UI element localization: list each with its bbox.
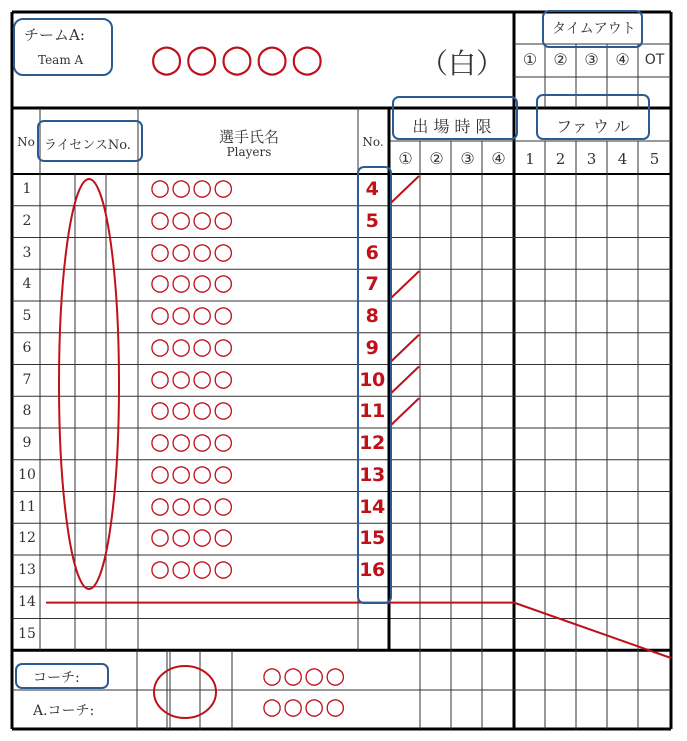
timeout-period-1: ① bbox=[522, 50, 538, 69]
player-name: ○○○○ bbox=[150, 365, 235, 392]
player-name: ○○○○ bbox=[150, 270, 235, 297]
row-number: 8 bbox=[22, 403, 32, 420]
foul-2: 2 bbox=[555, 150, 566, 168]
highlight-timeout bbox=[542, 10, 643, 48]
foul-4: 4 bbox=[617, 150, 628, 168]
coach-license-oval bbox=[154, 666, 216, 718]
jersey-number: 10 bbox=[359, 368, 385, 391]
player-name: ○○○○ bbox=[150, 492, 235, 519]
jersey-number: 9 bbox=[365, 336, 379, 359]
row-number: 14 bbox=[18, 593, 36, 610]
team-color: （白） bbox=[420, 47, 505, 80]
row-number: 3 bbox=[22, 244, 32, 261]
player-name: ○○○○ bbox=[150, 524, 235, 551]
timeout-period-ot: OT bbox=[644, 52, 665, 68]
jersey-number: 11 bbox=[359, 400, 385, 423]
highlight-team-label bbox=[13, 18, 113, 76]
row-number: 4 bbox=[22, 276, 32, 293]
jersey-number: 5 bbox=[365, 209, 379, 232]
row-number: 11 bbox=[18, 498, 36, 515]
header-row-number: No bbox=[17, 135, 35, 149]
header-jersey-number: No. bbox=[362, 135, 384, 149]
team-sublabel: Team A bbox=[38, 53, 84, 67]
jersey-number: 6 bbox=[365, 241, 379, 264]
player-name: ○○○○ bbox=[150, 175, 235, 201]
timeout-period-2: ② bbox=[553, 50, 568, 69]
assistant-coach-name: ○○○○ bbox=[262, 694, 347, 720]
player-name: ○○○○ bbox=[150, 556, 235, 582]
highlight-jersey-numbers bbox=[357, 166, 392, 604]
timeout-title: タイムアウト bbox=[552, 21, 636, 37]
player-name: ○○○○ bbox=[150, 206, 235, 233]
license-omission-oval bbox=[59, 179, 119, 589]
row-number: 13 bbox=[18, 562, 36, 578]
jersey-number: 8 bbox=[365, 305, 379, 327]
row-number: 6 bbox=[22, 339, 32, 356]
row-number: 7 bbox=[22, 371, 32, 388]
player-name: ○○○○ bbox=[150, 302, 235, 328]
jersey-number: 4 bbox=[365, 178, 379, 200]
player-name: ○○○○ bbox=[150, 238, 235, 265]
timeout-period-3: ③ bbox=[584, 50, 599, 69]
highlight-license bbox=[37, 120, 143, 162]
highlight-coach bbox=[15, 663, 109, 689]
played-mark bbox=[390, 367, 419, 395]
foul-1: 1 bbox=[525, 150, 535, 168]
foul-3: 3 bbox=[586, 150, 597, 168]
played-mark bbox=[390, 335, 419, 363]
played-period-1: ① bbox=[398, 149, 413, 168]
played-mark bbox=[390, 271, 419, 299]
timeout-period-4: ④ bbox=[615, 50, 630, 69]
played-period-2: ② bbox=[429, 149, 444, 168]
jersey-number: 7 bbox=[365, 273, 379, 296]
foul-5: 5 bbox=[649, 150, 660, 168]
header-fouls: ファ ウ ル bbox=[556, 117, 630, 136]
row-number: 5 bbox=[22, 308, 32, 324]
highlight-fouls bbox=[536, 94, 650, 140]
played-mark bbox=[390, 176, 419, 204]
player-name: ○○○○ bbox=[150, 429, 235, 455]
team-name: ○○○○○ bbox=[150, 36, 326, 80]
row-number: 2 bbox=[22, 212, 32, 229]
row-number: 9 bbox=[22, 435, 32, 451]
row-number: 1 bbox=[22, 181, 32, 197]
header-played-periods: 出 場 時 限 bbox=[412, 117, 492, 136]
header-player-name: 選手氏名 bbox=[218, 128, 279, 146]
player-name: ○○○○ bbox=[150, 397, 235, 424]
played-mark bbox=[390, 398, 419, 426]
coach-name: ○○○○ bbox=[262, 663, 347, 689]
jersey-number: 15 bbox=[359, 527, 385, 550]
row-number: 10 bbox=[18, 466, 36, 483]
row-number: 15 bbox=[18, 625, 36, 642]
header-player-name-en: Players bbox=[226, 145, 272, 159]
jersey-number: 16 bbox=[359, 559, 385, 581]
jersey-number: 12 bbox=[359, 432, 385, 454]
header-license: ライセンスNo. bbox=[44, 138, 131, 153]
assistant-coach-label: A.コーチ: bbox=[33, 703, 95, 719]
team-label: チームA: bbox=[24, 26, 85, 44]
highlight-played-periods bbox=[392, 96, 518, 140]
player-name: ○○○○ bbox=[150, 333, 235, 360]
row-number: 12 bbox=[18, 530, 36, 547]
jersey-number: 13 bbox=[359, 463, 385, 486]
played-period-4: ④ bbox=[491, 149, 506, 168]
coach-label: コーチ: bbox=[33, 670, 80, 686]
played-period-3: ③ bbox=[460, 149, 475, 168]
player-name: ○○○○ bbox=[150, 460, 235, 487]
jersey-number: 14 bbox=[359, 495, 385, 518]
